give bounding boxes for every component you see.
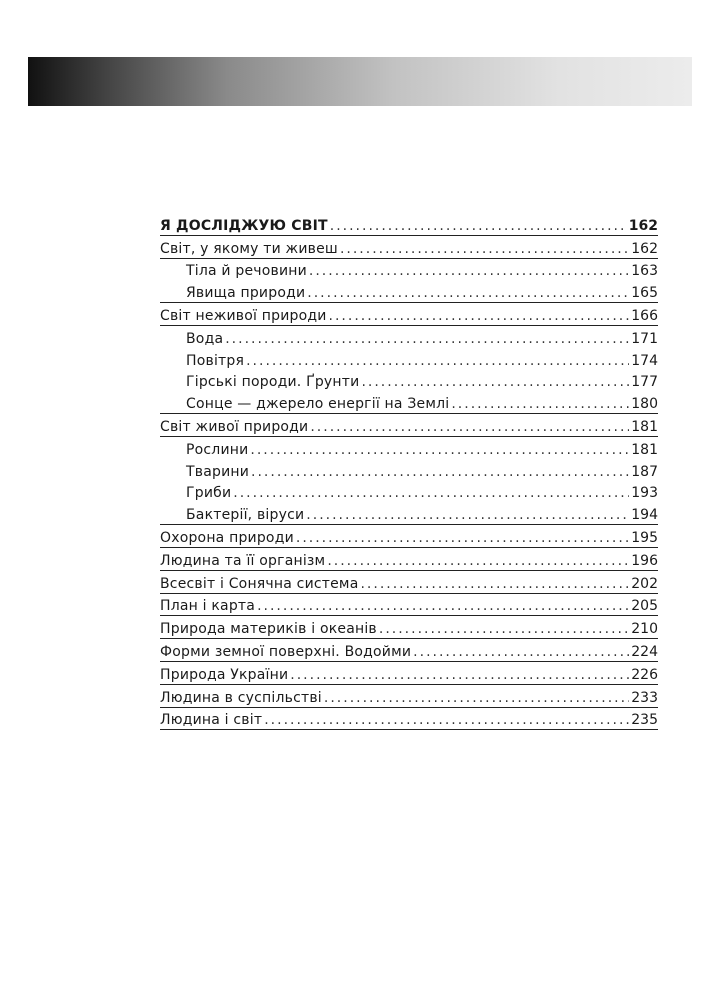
toc-subentry	[160, 459, 658, 481]
toc-entry-page: 163	[631, 263, 658, 280]
toc-entry-page: 166	[631, 307, 658, 324]
toc-entry-page: 162	[631, 240, 658, 257]
toc-leader-dots	[250, 442, 629, 459]
toc-entry-title: Природа материків і океанів	[160, 621, 377, 638]
toc-leader-dots	[257, 598, 629, 615]
toc-entry-title: Форми земної поверхні. Водойми	[160, 643, 412, 660]
toc-entry-section	[160, 213, 658, 236]
toc-leader-dots	[451, 396, 629, 413]
toc-leader-dots	[251, 464, 629, 481]
toc-entry-title: Людина та її організм	[160, 552, 326, 569]
toc-entry-page: 193	[631, 485, 658, 502]
toc-entry-page: 233	[631, 689, 658, 706]
toc-leader-dots	[233, 485, 629, 502]
toc-entry	[160, 594, 658, 617]
toc-leader-dots	[309, 263, 629, 280]
toc-entry-page: 205	[631, 598, 658, 615]
toc-entry-title: Сонце — джерело енергії на Землі	[186, 396, 450, 413]
toc-leader-dots	[306, 507, 629, 524]
toc-subentry	[160, 259, 658, 281]
toc-entry-page: 171	[631, 330, 658, 347]
toc-entry-title: Людина і світ	[160, 712, 263, 729]
toc-entry-title: План і карта	[160, 598, 256, 615]
toc-entry-title: Всесвіт і Сонячна система	[160, 575, 359, 592]
toc-leader-dots	[296, 530, 629, 547]
toc-leader-dots	[327, 553, 629, 570]
toc-leader-dots	[307, 285, 629, 302]
toc-subentry	[160, 348, 658, 370]
toc-entry-page: 196	[631, 552, 658, 569]
toc-entry	[160, 616, 658, 639]
toc-entry-page: 165	[631, 285, 658, 302]
toc-subentry	[160, 391, 658, 414]
toc-entry	[160, 708, 658, 731]
toc-leader-dots	[379, 621, 629, 638]
toc-entry	[160, 303, 658, 326]
toc-entry	[160, 525, 658, 548]
toc-entry-page: 210	[631, 621, 658, 638]
toc-entry-page: 181	[631, 418, 658, 435]
toc-entry-title: Природа України	[160, 666, 289, 683]
toc-entry-page: 174	[631, 352, 658, 369]
toc-entry-page: 180	[631, 396, 658, 413]
toc-entry-title: Людина в суспільстві	[160, 689, 322, 706]
toc-leader-dots	[310, 419, 629, 436]
toc-leader-dots	[324, 690, 629, 707]
toc-entry	[160, 236, 658, 259]
toc-entry-title: Тварини	[186, 463, 250, 480]
toc-entry-page: 195	[631, 529, 658, 546]
toc-entry	[160, 571, 658, 594]
toc-leader-dots	[340, 241, 629, 258]
toc-entry-title: Світ, у якому ти живеш	[160, 240, 338, 257]
toc-entry-title: Я ДОСЛІДЖУЮ СВІТ	[160, 217, 328, 234]
toc-entry-title: Явища природи	[186, 285, 306, 302]
toc-entry-title: Тіла й речовини	[186, 263, 307, 280]
toc-leader-dots	[360, 576, 629, 593]
toc-entry-title: Гірські породи. Ґрунти	[186, 374, 360, 391]
toc-subentry	[160, 502, 658, 525]
toc-subentry	[160, 481, 658, 503]
toc-entry-title: Світ живої природи	[160, 418, 309, 435]
toc-entry	[160, 662, 658, 685]
header-gradient-band	[28, 57, 692, 106]
toc-entry-page: 162	[628, 217, 658, 234]
toc-entry-title: Охорона природи	[160, 529, 294, 546]
toc-entry-page: 224	[631, 643, 658, 660]
toc-entry	[160, 639, 658, 662]
toc-entry	[160, 685, 658, 708]
toc-leader-dots	[330, 218, 627, 235]
toc-leader-dots	[361, 374, 629, 391]
toc-entry-title: Світ неживої природи	[160, 307, 327, 324]
toc-subentry	[160, 437, 658, 459]
toc-leader-dots	[264, 712, 629, 729]
toc-subentry	[160, 280, 658, 303]
toc-entry	[160, 548, 658, 571]
toc-subentry	[160, 326, 658, 348]
toc-leader-dots	[246, 353, 629, 370]
toc-entry	[160, 414, 658, 437]
toc-entry-title: Вода	[186, 330, 224, 347]
toc-entry-title: Повітря	[186, 352, 245, 369]
toc-entry-page: 194	[631, 507, 658, 524]
toc-subentry	[160, 370, 658, 392]
toc-entry-page: 202	[631, 575, 658, 592]
toc-entry-page: 177	[631, 374, 658, 391]
toc-leader-dots	[225, 331, 629, 348]
toc-entry-page: 187	[631, 463, 658, 480]
toc-entry-title: Гриби	[186, 485, 232, 502]
toc-entry-title: Бактерії, віруси	[186, 507, 305, 524]
toc-leader-dots	[290, 667, 629, 684]
toc-entry-page: 181	[631, 441, 658, 458]
table-of-contents	[160, 213, 658, 730]
toc-leader-dots	[329, 308, 630, 325]
toc-entry-page: 226	[631, 666, 658, 683]
toc-entry-title: Рослини	[186, 441, 249, 458]
toc-leader-dots	[413, 644, 629, 661]
toc-entry-page: 235	[631, 712, 658, 729]
